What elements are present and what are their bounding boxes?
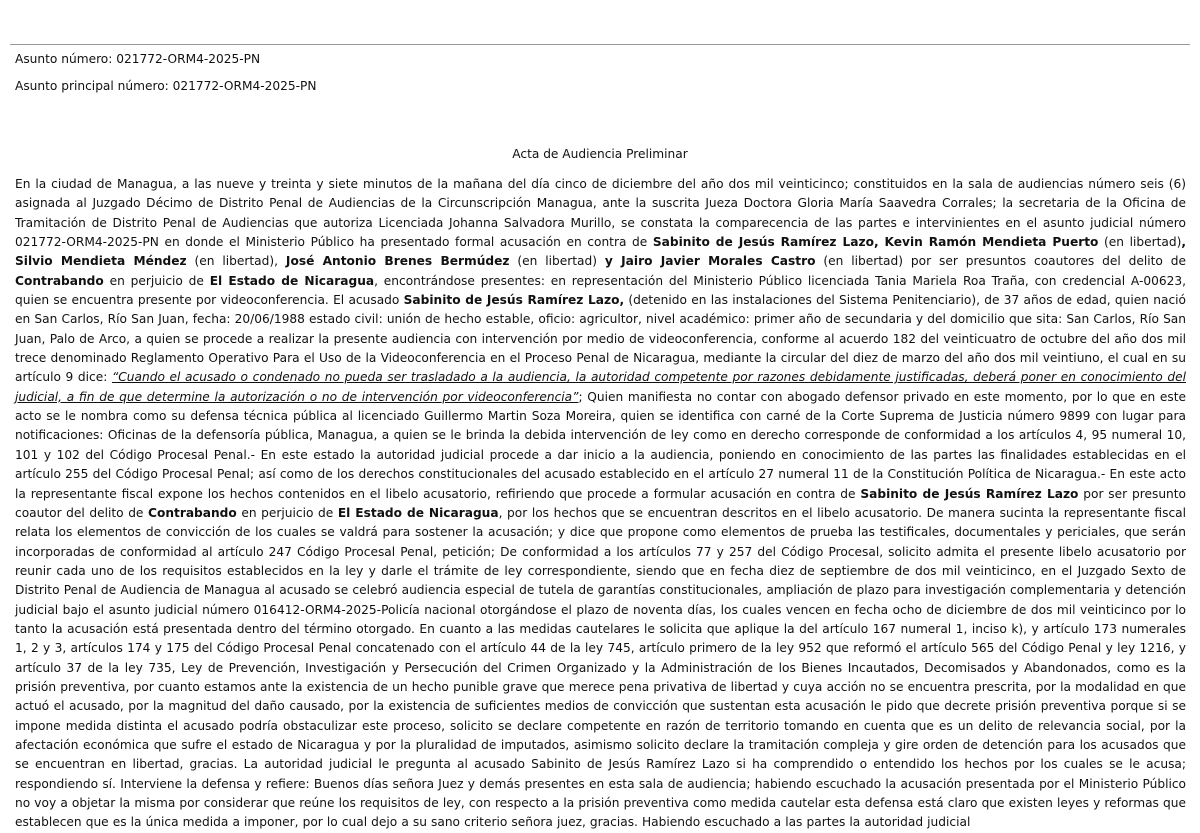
defendant-name: , Silvio Mendieta Méndez: [15, 235, 1186, 269]
body-text-segment: (en libertad): [509, 254, 605, 269]
defendant-name: Sabinito de Jesús Ramírez Lazo,: [403, 293, 625, 308]
defendant-name: José Antonio Brenes Bermúdez: [285, 254, 510, 269]
body-text-segment: por ser presunto coautor del delito de: [15, 486, 1187, 520]
document-body: [15, 175, 1186, 833]
body-text-segment: , por los hechos que se encuentran descritos en el libelo acusatorio. De manera sucinta la representante fiscal relata los elementos de convicción de los cuales se valdrá para sostener la acusación; y dice que propone como elementos de prueba las testificales, documentales y periciales, que serán incorporadas de conformidad al artículo 247 Código Procesal Penal, petición; De conformidad a los artículos 77 y 257 del Código Procesal, solicito admita el presente libelo acusatorio por reunir cada uno de los requisitos establecidos en la ley y darle el trámite de ley correspondiente, siendo que en fecha diez de septiembre de dos mil veinticinco, en el Juzgado Sexto de Distrito Penal de Audiencia de Managua al acusado se celebró audiencia especial de tutela de garantías constitucionales, ampliación de plazo para investigación complementaria y detención judicial bajo el asunto judicial número 016412-ORM4-2025-Policía nacional otorgándose el plazo de noventa días, los cuales vencen en fecha ocho de diciembre de dos mil veinticinco por lo tanto la acusación está presentada dentro del término otorgado. En cuanto a las medidas cautelares le solicita que aplique la del artículo 167 numeral 1, inciso k), y artículo 173 numerales 1, 2 y 3, artículos 174 y 175 del Código Procesal Penal concatenado con el artículo 44 de la ley 745, artículo primero de la ley 952 que reformó el artículo 565 del Código Penal y ley 1216, y artículo 37 de la ley 735, Ley de Prevención, Investigación y Persecución del Crimen Organizado y la Administración de los Bienes Incautados, Decomisados y Abandonados, como es la prisión preventiva, por cuanto estamos ante la existencia de un hecho punible grave que merece pena privativa de libertad y cuya acción no se encuentra prescrita, por la modalidad en que actuó el acusado, por la magnitud del daño causado, por la existencia de suficientes medios de convicción que sustentan esta acusación le pido que decrete prisión preventiva porque si se impone medida distinta el acusado podría obstaculizar este proceso, solicito se declare competente en razón de territorio tomando en cuenta que es un delito de relevancia social, por la afectación económica que sufre el estado de Nicaragua y por la pluralidad de imputados, asimismo solicito declare la tramitación compleja y gire orden de detención para los acusados que se encuentran en libertad, gracias. La autoridad judicial le pregunta al acusado Sabinito de Jesús Ramírez Lazo si ha comprendido o entendido los hechos por los cuales se le acusa; respondiendo sí. Interviene la defensa y refiere: Buenos días señora Juez y demás presentes en esta sala de audiencia; habiendo escuchado la acusación presentada por el Ministerio Público no voy a objetar la misma por considerar que reúne los requisitos de ley, con respecto a la prisión preventiva como medida cautelar esta defensa está claro que existen leyes y reformas que establecen que es la única medida a imponer, por lo cual dejo a su sano criterio señora juez, gracias. Habiendo escuchado a las partes la autoridad judicial: [15, 505, 1186, 830]
body-text-segment: en perjuicio de: [236, 505, 338, 520]
body-text-segment: en perjuicio de: [103, 273, 210, 288]
body-text-segment: En la ciudad de Managua, a las nueve y treinta y siete minutos de la mañana del día cinco de diciembre del año dos mil veinticinco; constituidos en la sala de audiencias número seis (6) asignada al Juzgado Décimo de Distrito Penal de Audiencias de la Circunscripción Managua, ante la suscrita Jueza Doctora Gloria María Saavedra Corrales; la secretaria de la Oficina de Tramitación de Distrito Penal de Audiencias que autoriza Licenciada Johanna Salvadora Murillo, se constata la comparecencia de las partes e intervinientes en el asunto judicial número 021772-ORM4-2025-PN en donde el Ministerio Público ha presentado formal acusación en contra de: [15, 177, 1186, 250]
body-text-segment: (detenido en las instalaciones del Sistema Penitenciario), de 37 años de edad, quien nació en San Carlos, Río San Juan, fecha: 20/06/1988 estado civil: unión de hecho estable, oficio: agricultor, nivel académico: primer año de secundaria y del domicilio que sita: San Carlos, Río San Juan, Palo de Arco, a quien se procede a realizar la presente audiencia con intervención por medio de videoconferencia, conforme al acuerdo 182 del veinticuatro de octubre del año dos mil trece denominado Reglamento Operativo Para el Uso de la Videoconferencia en el Proceso Penal de Nicaragua, mediante la circular del diez de marzo del año dos mil veintiuno, el cual en su artículo 9 dice:: [15, 293, 1186, 385]
body-text-segment: (en libertad): [1098, 235, 1182, 250]
defendant-name: Sabinito de Jesús Ramírez Lazo: [860, 486, 1079, 501]
offense-name: Contrabando: [148, 505, 237, 520]
quoted-article: “Cuando el acusado o condenado no pueda ser trasladado a la audiencia, la autoridad competente por razones debidamente justificadas, deberá poner en conocimiento del judicial, a fin de que determine la autorización o no de intervención por videoconferencia”: [15, 370, 1186, 404]
body-text-segment: , encontrándose presentes: en representación del Ministerio Público licenciada Tania Mariela Roa Traña, con credencial A-00623, quien se encuentra presente por videoconferencia. El acusado: [15, 273, 1186, 308]
body-text-segment: (en libertad),: [186, 254, 286, 269]
body-text-segment: (en libertad) por ser presuntos coautores del delito de: [815, 254, 1186, 269]
victim-name: El Estado de Nicaragua: [209, 273, 375, 288]
body-text-segment: ; Quien manifiesta no contar con abogado defensor privado en este momento, por lo que en este acto se le nombra como su defensa técnica pública al licenciado Guillermo Martin Soza Moreira, quien se identifica con carné de la Corte Suprema de Justicia número 9899 con lugar para notificaciones: Oficinas de la defensoría pública, Managua, a quien se le brinda la debida intervención de ley como en derecho corresponde de conformidad a los artículos 4, 95 numeral 10, 101 y 102 del Código Procesal Penal.- En este estado la autoridad judicial procede a dar inicio a la audiencia, poniendo en conocimiento de las partes las finalidades establecidas en el artículo 255 del Código Procesal Penal; así como de los derechos constitucionales del acusado establecido en el artículo 27 numeral 11 de la Constitución Política de Nicaragua.- En este acto la representante fiscal expone los hechos contenidos en el libelo acusatorio, refiriendo que procede a formular acusación en contra de: [15, 389, 1186, 501]
defendant-names: Sabinito de Jesús Ramírez Lazo, Kevin Ramón Mendieta Puerto: [652, 235, 1099, 250]
case-number: Asunto número: 021772-ORM4-2025-PN: [15, 52, 261, 66]
victim-name: El Estado de Nicaragua: [337, 505, 499, 520]
document-title: Acta de Audiencia Preliminar: [512, 147, 688, 161]
offense-name: Contrabando: [15, 273, 104, 288]
defendant-name: y Jairo Javier Morales Castro: [604, 254, 816, 269]
main-case-number: Asunto principal número: 021772-ORM4-2025-PN: [15, 79, 317, 93]
header-divider: [10, 44, 1190, 45]
